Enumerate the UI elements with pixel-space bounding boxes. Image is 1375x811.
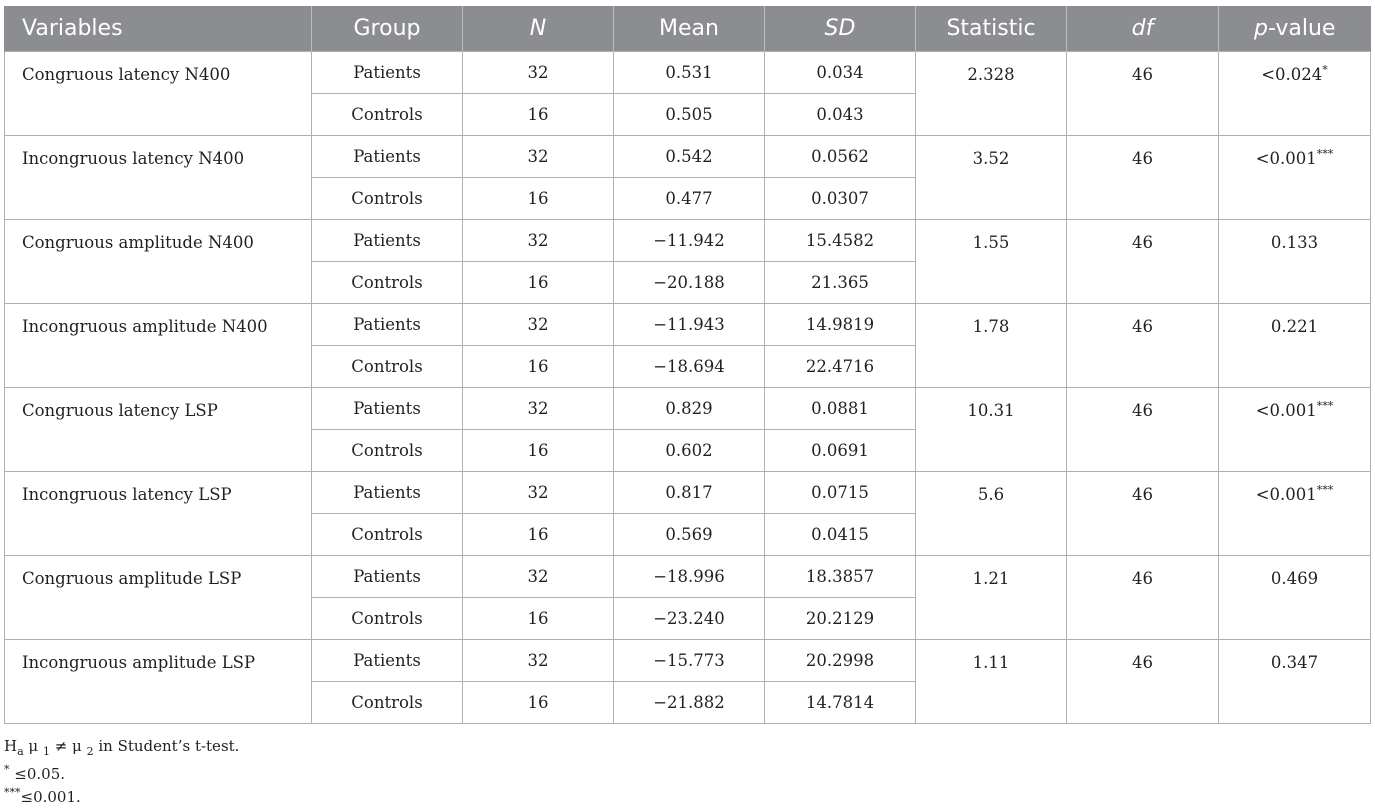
cell-mean: −23.240: [614, 598, 765, 640]
cell-df: 46: [1067, 472, 1219, 556]
cell-df: 46: [1067, 640, 1219, 724]
cell-statistic: 10.31: [916, 388, 1067, 472]
cell-n: 32: [463, 136, 614, 178]
footnote-sig-005-mark: *: [4, 763, 10, 776]
cell-df: 46: [1067, 304, 1219, 388]
cell-mean: −11.942: [614, 220, 765, 262]
table-row: [5, 556, 1371, 598]
cell-group: Controls: [312, 430, 463, 472]
cell-mean: 0.542: [614, 136, 765, 178]
table-row: [5, 640, 1371, 682]
cell-sd: 14.7814: [765, 682, 916, 724]
cell-p-value: [1219, 136, 1371, 220]
cell-mean: −11.943: [614, 304, 765, 346]
header-n: N: [463, 6, 614, 52]
cell-n: 32: [463, 304, 614, 346]
cell-n: 32: [463, 388, 614, 430]
header-p-value: [1219, 6, 1371, 52]
cell-sd: 0.0415: [765, 514, 916, 556]
p-value-significance: ***: [1316, 399, 1334, 413]
cell-group: Controls: [312, 682, 463, 724]
footnote-sig-0001-text: ≤0.001.: [20, 788, 81, 806]
cell-group: Patients: [312, 220, 463, 262]
p-value-text: <0.001: [1255, 485, 1317, 504]
header-mean: Mean: [614, 6, 765, 52]
cell-sd: 0.0715: [765, 472, 916, 514]
table-row: [5, 304, 1371, 346]
cell-group: Controls: [312, 346, 463, 388]
p-value-text: 0.133: [1270, 233, 1319, 252]
cell-sd: 21.365: [765, 262, 916, 304]
p-value-text: <0.001: [1255, 401, 1317, 420]
p-value-text: 0.221: [1270, 317, 1319, 336]
cell-n: 32: [463, 556, 614, 598]
cell-variable: Incongruous latency LSP: [5, 472, 312, 556]
cell-sd: 20.2998: [765, 640, 916, 682]
cell-sd: 14.9819: [765, 304, 916, 346]
cell-n: 16: [463, 682, 614, 724]
cell-df: 46: [1067, 556, 1219, 640]
p-value-significance: ***: [1316, 483, 1334, 497]
cell-variable: Incongruous latency N400: [5, 136, 312, 220]
cell-mean: 0.531: [614, 52, 765, 94]
footnote-sig-0001: [4, 786, 239, 809]
cell-sd: 15.4582: [765, 220, 916, 262]
cell-variable: Incongruous amplitude LSP: [5, 640, 312, 724]
cell-statistic: 1.21: [916, 556, 1067, 640]
cell-mean: 0.817: [614, 472, 765, 514]
footnote-neq-mu2: ≠ μ: [49, 737, 87, 755]
cell-p-value: [1219, 556, 1371, 640]
cell-group: Patients: [312, 52, 463, 94]
header-sd: SD: [765, 6, 916, 52]
p-value-significance: ***: [1316, 147, 1334, 161]
cell-df: 46: [1067, 220, 1219, 304]
cell-variable: Congruous amplitude N400: [5, 220, 312, 304]
cell-group: Controls: [312, 598, 463, 640]
cell-mean: 0.829: [614, 388, 765, 430]
cell-n: 16: [463, 514, 614, 556]
table-row: [5, 136, 1371, 178]
cell-n: 16: [463, 94, 614, 136]
header-statistic: Statistic: [916, 6, 1067, 52]
cell-sd: 0.0881: [765, 388, 916, 430]
cell-n: 16: [463, 178, 614, 220]
cell-mean: 0.477: [614, 178, 765, 220]
cell-n: 32: [463, 640, 614, 682]
cell-p-value: [1219, 52, 1371, 136]
cell-variable: Congruous latency LSP: [5, 388, 312, 472]
header-p-italic: p: [1254, 16, 1268, 41]
cell-variable: Congruous latency N400: [5, 52, 312, 136]
cell-n: 16: [463, 598, 614, 640]
cell-variable: Congruous amplitude LSP: [5, 556, 312, 640]
cell-mean: 0.505: [614, 94, 765, 136]
table-header: [5, 6, 1371, 52]
cell-group: Controls: [312, 94, 463, 136]
table-row: [5, 52, 1371, 94]
footnote-mu1-subscript: 1: [42, 745, 50, 758]
footnote-mu2-subscript: 2: [86, 745, 94, 758]
cell-p-value: [1219, 640, 1371, 724]
cell-group: Patients: [312, 304, 463, 346]
cell-df: 46: [1067, 136, 1219, 220]
cell-sd: 18.3857: [765, 556, 916, 598]
p-value-text: 0.347: [1270, 653, 1319, 672]
cell-group: Controls: [312, 514, 463, 556]
cell-n: 16: [463, 430, 614, 472]
cell-p-value: [1219, 472, 1371, 556]
table-row: [5, 472, 1371, 514]
cell-mean: −15.773: [614, 640, 765, 682]
p-value-text: <0.024: [1261, 65, 1323, 84]
p-value-text: <0.001: [1255, 149, 1317, 168]
p-value-text: 0.469: [1270, 569, 1319, 588]
header-group: Group: [312, 6, 463, 52]
header-p-suffix: -value: [1268, 16, 1336, 41]
cell-statistic: 1.55: [916, 220, 1067, 304]
footnote-hypothesis: [4, 735, 239, 763]
cell-df: 46: [1067, 388, 1219, 472]
cell-mean: −18.694: [614, 346, 765, 388]
cell-p-value: [1219, 388, 1371, 472]
cell-group: Patients: [312, 640, 463, 682]
cell-mean: −18.996: [614, 556, 765, 598]
cell-statistic: 5.6: [916, 472, 1067, 556]
cell-mean: −21.882: [614, 682, 765, 724]
footnote-ha-subscript: a: [17, 745, 24, 758]
cell-group: Patients: [312, 136, 463, 178]
cell-df: 46: [1067, 52, 1219, 136]
cell-n: 32: [463, 220, 614, 262]
table-row: [5, 388, 1371, 430]
footnote-sig-005: [4, 763, 239, 786]
cell-group: Patients: [312, 556, 463, 598]
table-body: [5, 52, 1371, 724]
cell-group: Controls: [312, 178, 463, 220]
cell-group: Controls: [312, 262, 463, 304]
header-variables: Variables: [5, 6, 312, 52]
footnote-ha-letter: H: [4, 737, 18, 755]
cell-group: Patients: [312, 388, 463, 430]
cell-statistic: 2.328: [916, 52, 1067, 136]
footnote-sig-005-text: ≤0.05.: [9, 765, 66, 783]
p-value-significance: *: [1322, 63, 1328, 77]
cell-mean: −20.188: [614, 262, 765, 304]
header-df: df: [1067, 6, 1219, 52]
cell-sd: 0.043: [765, 94, 916, 136]
cell-n: 32: [463, 52, 614, 94]
cell-statistic: 1.11: [916, 640, 1067, 724]
cell-sd: 0.0691: [765, 430, 916, 472]
cell-mean: 0.602: [614, 430, 765, 472]
results-table-container: [4, 6, 1370, 724]
cell-statistic: 1.78: [916, 304, 1067, 388]
table-row: [5, 220, 1371, 262]
table-footnotes: [4, 735, 239, 809]
cell-sd: 20.2129: [765, 598, 916, 640]
cell-group: Patients: [312, 472, 463, 514]
cell-variable: Incongruous amplitude N400: [5, 304, 312, 388]
cell-n: 16: [463, 346, 614, 388]
header-row: [5, 6, 1371, 52]
cell-n: 32: [463, 472, 614, 514]
cell-sd: 0.034: [765, 52, 916, 94]
cell-n: 16: [463, 262, 614, 304]
footnote-sig-0001-mark: ***: [4, 786, 21, 799]
cell-p-value: [1219, 220, 1371, 304]
cell-sd: 22.4716: [765, 346, 916, 388]
cell-statistic: 3.52: [916, 136, 1067, 220]
footnote-mu1: μ: [23, 737, 43, 755]
cell-sd: 0.0562: [765, 136, 916, 178]
footnote-hypothesis-text: in Student’s t-test.: [93, 737, 240, 755]
cell-sd: 0.0307: [765, 178, 916, 220]
ttest-results-table: [4, 6, 1371, 724]
cell-p-value: [1219, 304, 1371, 388]
cell-mean: 0.569: [614, 514, 765, 556]
